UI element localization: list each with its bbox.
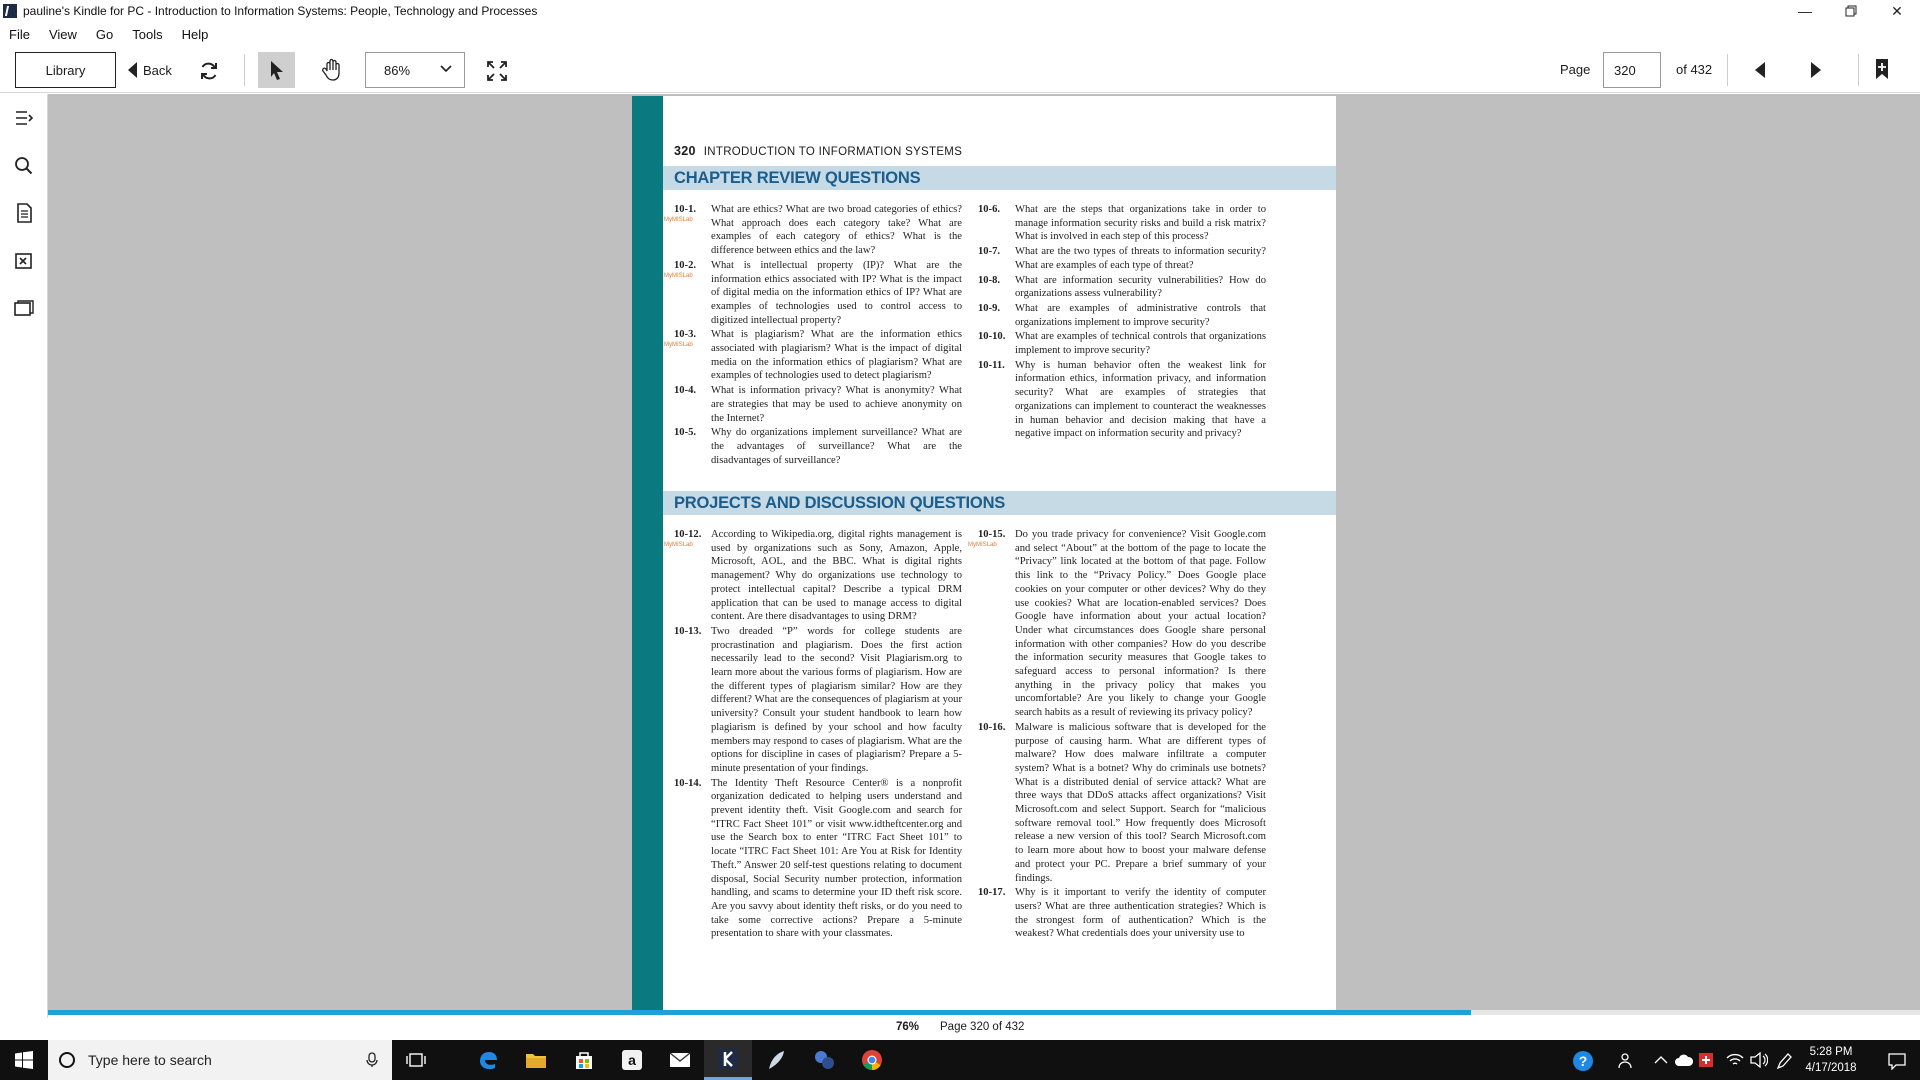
question-number: 10-7. [978, 246, 1001, 258]
question-text: Do you trade privacy for convenience? Visit Google.com and select “About” at the bottom of the page to locate the “Privacy” link located at the bottom of that page. Follow this link to the “Privacy Policy.” Does Google place cookies on your computer or other devices? Why do they use cookies? What are location-enabled services? Does Google have information about your actual location? Under what circumstances does Google share personal information with other companies? How do you describe the information security measures that Google takes to safeguard access to personal information? Is there anything in the privacy policy that makes you uncomfortable? Are you likely to change your Google search habits as a result of reviewing its privacy policy? [1015, 529, 1266, 719]
question-text: What are the steps that organizations take in order to manage information security risks and build a risk matrix? What is involved in each step of this process? [1015, 204, 1266, 243]
question-item [978, 203, 1266, 244]
question-text: Two dreaded “P” words for college students are procrastination and plagiarism. Does the first action necessarily lead to the second? Visit Plagiarism.org to learn more about the various forms of plagiarism. How are the different types of plagiarism similar? How are they different? What are the consequences of plagiarism at your university? Consult your student handbook to learn how plagiarism is defined by your school and how faculty members may respond to cases of plagiarism. What are the options for discipline in cases of plagiarism? Prepare a 5-minute presentation of your findings. [711, 625, 962, 774]
edge-taskbar-button[interactable] [464, 1040, 512, 1080]
minimize-button[interactable]: — [1798, 3, 1812, 19]
windows-taskbar [0, 1040, 1920, 1080]
question-item [968, 528, 1266, 720]
question-text: What are ethics? What are two broad categories of ethics? What approach does each category take? What are examples of each category of ethics? What is the difference between ethics and the law? [711, 204, 962, 257]
book-view-icon[interactable] [13, 298, 35, 320]
question-number: 10-12. [674, 529, 702, 540]
store-taskbar-button[interactable] [560, 1040, 608, 1080]
clock-date: 4/17/2018 [1805, 1062, 1857, 1074]
title-bar [0, 0, 1920, 22]
zoom-select[interactable] [365, 52, 465, 88]
back-arrow-icon [128, 62, 137, 78]
previous-page-icon[interactable] [1752, 60, 1770, 80]
question-number: 10-14. [674, 777, 702, 789]
taskbar-clock[interactable] [1786, 1044, 1876, 1076]
mymislab-label: MyMISLab [664, 542, 693, 548]
feather-app-taskbar-button[interactable] [752, 1040, 800, 1080]
edge-icon [477, 1049, 499, 1071]
page-color-band [632, 96, 663, 1010]
question-text: Malware is malicious software that is developed for the purpose of causing harm. What are different types of malware? How does malware infiltrate a computer system? What is a botnet? Why do criminals use botnets? What is a distributed denial of service attack? What are three ways that DDoS attacks affect organizations? Visit Microsoft.com and select Support. Search for “malicious software removal tool.” How frequently does Microsoft release a new version of this tool? Search Microsoft.com to learn more about how to boost your malware defense and protect your PC. Prepare a brief summary of your findings. [1015, 721, 1266, 884]
question-text: What are the two types of threats to information security? What are examples of each type of threat? [1015, 246, 1266, 271]
mymislab-label: MyMISLab [664, 272, 693, 279]
svg-text:?: ? [1578, 1053, 1588, 1069]
kindle-taskbar-button[interactable] [704, 1040, 752, 1080]
question-number: 10-6. [978, 204, 1001, 215]
question-text: Why is it important to verify the identity of computer users? What are three authentication strategies? Which is the strongest form of authentication? Which is the weakest? What credentials does your university use to [1015, 887, 1266, 940]
hand-icon [321, 58, 343, 82]
page-location: Page 320 of 432 [940, 1021, 1025, 1033]
question-text: The Identity Theft Resource Center® is a nonprofit organization dedicated to helping users understand and prevent identity theft. Visit Google.com and search for “ITRC Fact Sheet 101” or visit www.idtheftcenter.org and use the Search box to enter “ITRC Fact Sheet 101” to locate “ITRC Fact Sheet 101: Are You at Risk for Identity Theft.” Answer 20 self-test questions relating to document disposal, Social Security number protection, information handling, and scams to determine your ID theft risk score. Are you savvy about identity theft risks, or do you need to take some corrective actions? Prepare a 5-minute presentation to share with your classmates. [711, 777, 962, 940]
cortana-icon [59, 1052, 75, 1068]
antivirus-icon[interactable] [1698, 1052, 1714, 1068]
running-head-text: INTRODUCTION TO INFORMATION SYSTEMS [703, 146, 963, 158]
question-text: What are examples of technical controls that organizations implement to improve security? [1015, 331, 1266, 357]
page-number: 320 [674, 144, 696, 158]
page-label: Page [1560, 62, 1591, 77]
amazon-taskbar-button[interactable] [608, 1040, 656, 1080]
question-number: 10-17. [978, 887, 1006, 899]
menu-view[interactable]: View [48, 26, 77, 42]
question-number: 10-15. [978, 529, 1006, 540]
chevron-up-icon[interactable] [1654, 1055, 1668, 1065]
taskbar-search[interactable] [48, 1040, 392, 1080]
toolbar-divider [244, 54, 245, 86]
question-number: 10-4. [674, 385, 697, 397]
question-number: 10-9. [978, 302, 1001, 314]
question-number: 10-11. [978, 359, 1005, 371]
question-number: 10-10. [978, 331, 1006, 343]
select-tool-button[interactable] [258, 52, 295, 88]
reading-canvas[interactable] [48, 94, 1920, 1010]
question-item [664, 259, 962, 328]
volume-icon[interactable] [1750, 1052, 1768, 1068]
feather-icon [765, 1049, 787, 1071]
question-item [978, 721, 1266, 885]
review-questions-right [978, 203, 1266, 442]
search-icon[interactable] [13, 155, 35, 177]
people-icon[interactable] [1618, 1052, 1636, 1070]
question-item [978, 302, 1266, 329]
mail-taskbar-button[interactable] [656, 1040, 704, 1080]
section-heading: PROJECTS AND DISCUSSION QUESTIONS [663, 491, 1336, 515]
question-number: 10-8. [978, 274, 1001, 286]
toolbar [0, 48, 1920, 93]
app-icon [813, 1049, 835, 1071]
notes-icon[interactable] [13, 202, 35, 224]
question-item [978, 359, 1266, 441]
add-bookmark-icon[interactable] [1874, 58, 1890, 80]
back-button[interactable] [128, 58, 172, 82]
toolbar-divider [1858, 54, 1859, 86]
mymislab-label: MyMISLab [968, 542, 997, 548]
page-total: of 432 [1676, 62, 1713, 77]
question-text: According to Wikipedia.org, digital rights management is used by organizations such as Sony, Amazon, Apple, Microsoft, AOL, and the BBC. What is digital rights management? Why do organizations use technology to protect intellectual capital? Describe a typical DRM application that can be used to manage access to digital content. Are there disadvantages to using DRM? [711, 529, 962, 623]
status-bar [48, 1015, 1920, 1040]
mymislab-label: MyMISLab [664, 217, 693, 223]
question-item [674, 384, 962, 425]
task-view-icon [406, 1052, 426, 1068]
app-taskbar-button[interactable] [800, 1040, 848, 1080]
menu-bar [0, 22, 1920, 46]
clock-time: 5:28 PM [1809, 1046, 1853, 1058]
amazon-icon [621, 1049, 643, 1071]
section-heading: CHAPTER REVIEW QUESTIONS [663, 166, 1336, 190]
store-bag-icon [574, 1050, 594, 1070]
question-item [674, 777, 962, 941]
windows-logo-icon [15, 1051, 33, 1069]
table-of-contents-icon[interactable] [13, 107, 35, 129]
menu-file[interactable]: File [9, 26, 30, 42]
fullscreen-icon[interactable] [486, 60, 508, 82]
menu-tools[interactable]: Tools [132, 26, 163, 42]
restore-icon [1845, 5, 1857, 17]
library-button[interactable]: Library [15, 52, 116, 88]
project-questions-left [664, 528, 962, 942]
question-text: What is information privacy? What is anonymity? What are strategies that may be used to achieve anonymity on the Internet? [711, 385, 962, 424]
progress-percent: 76% [896, 1021, 920, 1033]
start-button[interactable] [0, 1040, 48, 1080]
question-text: What are examples of administrative controls that organizations implement to improve security? [1015, 302, 1266, 328]
left-sidebar [0, 94, 48, 1018]
window-title: pauline's Kindle for PC - Introduction to Information Systems: People, Technology and Processes [23, 4, 538, 18]
folder-icon [525, 1051, 547, 1069]
task-view-button[interactable] [392, 1040, 440, 1080]
question-number: 10-2. [674, 259, 697, 271]
chrome-icon [861, 1049, 883, 1071]
mail-icon [669, 1052, 691, 1068]
menu-help[interactable]: Help [181, 26, 209, 42]
question-item [978, 330, 1266, 357]
review-questions-left [664, 203, 962, 468]
microphone-icon[interactable] [366, 1052, 378, 1068]
book-page [632, 96, 1336, 1010]
mymislab-label: MyMISLab [664, 342, 693, 349]
question-text: What are information security vulnerabilities? How do organizations assess vulnerability? [1015, 274, 1266, 300]
back-label: Back [143, 62, 172, 78]
question-item [664, 528, 962, 624]
maximize-button[interactable] [1828, 0, 1874, 22]
wifi-icon[interactable] [1726, 1052, 1744, 1068]
question-number: 10-5. [674, 427, 697, 439]
flashcards-icon[interactable] [13, 250, 35, 272]
question-item [664, 328, 962, 383]
action-center-icon[interactable] [1888, 1052, 1906, 1070]
hand-tool-button[interactable] [318, 56, 346, 84]
question-item [978, 886, 1266, 941]
sync-icon[interactable] [198, 60, 220, 82]
question-number: 10-16. [978, 721, 1006, 733]
question-number: 10-3. [674, 329, 697, 341]
chrome-taskbar-button[interactable] [848, 1040, 896, 1080]
cursor-arrow-icon [269, 60, 285, 80]
menu-go[interactable]: Go [95, 26, 114, 42]
help-icon[interactable] [1572, 1050, 1594, 1072]
question-text: What is intellectual property (IP)? What are the information ethics associated with IP? What is the impact of digital media on the information ethics of IP? What are examples of technologies used to control access to digitized intellectual property? [711, 259, 962, 326]
running-head [674, 144, 962, 158]
kindle-app-icon [3, 4, 17, 18]
project-questions-right [968, 528, 1266, 942]
question-number: 10-13. [674, 625, 702, 637]
question-item [978, 274, 1266, 301]
question-number: 10-1. [674, 204, 697, 215]
chevron-down-icon [440, 64, 452, 74]
svg-text:a: a [628, 1052, 636, 1068]
close-button[interactable]: ✕ [1891, 2, 1903, 19]
question-item [674, 426, 962, 467]
question-text: What is plagiarism? What are the information ethics associated with plagiarism? What is the impact of digital media on the information ethics of plagiarism? What are examples of technologies used to detect plagiarism? [711, 329, 962, 382]
file-explorer-taskbar-button[interactable] [512, 1040, 560, 1080]
taskbar-search-placeholder: Type here to search [88, 1052, 212, 1068]
toolbar-divider [1727, 54, 1728, 86]
cloud-icon[interactable] [1674, 1052, 1694, 1068]
question-item [674, 625, 962, 776]
kindle-icon [717, 1048, 739, 1070]
zoom-value: 86% [384, 62, 411, 78]
question-item [664, 203, 962, 258]
question-text: Why do organizations implement surveillance? What are the advantages of surveillance? What are the disadvantages of surveillance? [711, 427, 962, 466]
question-text: Why is human behavior often the weakest link for information ethics, information privacy, and information security? What are examples of strategies that organizations can implement to counteract the weaknesses in human behavior and decision making that have a negative impact on information security and privacy? [1015, 359, 1266, 440]
next-page-icon[interactable] [1806, 60, 1824, 80]
question-item [978, 245, 1266, 272]
page-number-input[interactable]: 320 [1603, 52, 1661, 88]
